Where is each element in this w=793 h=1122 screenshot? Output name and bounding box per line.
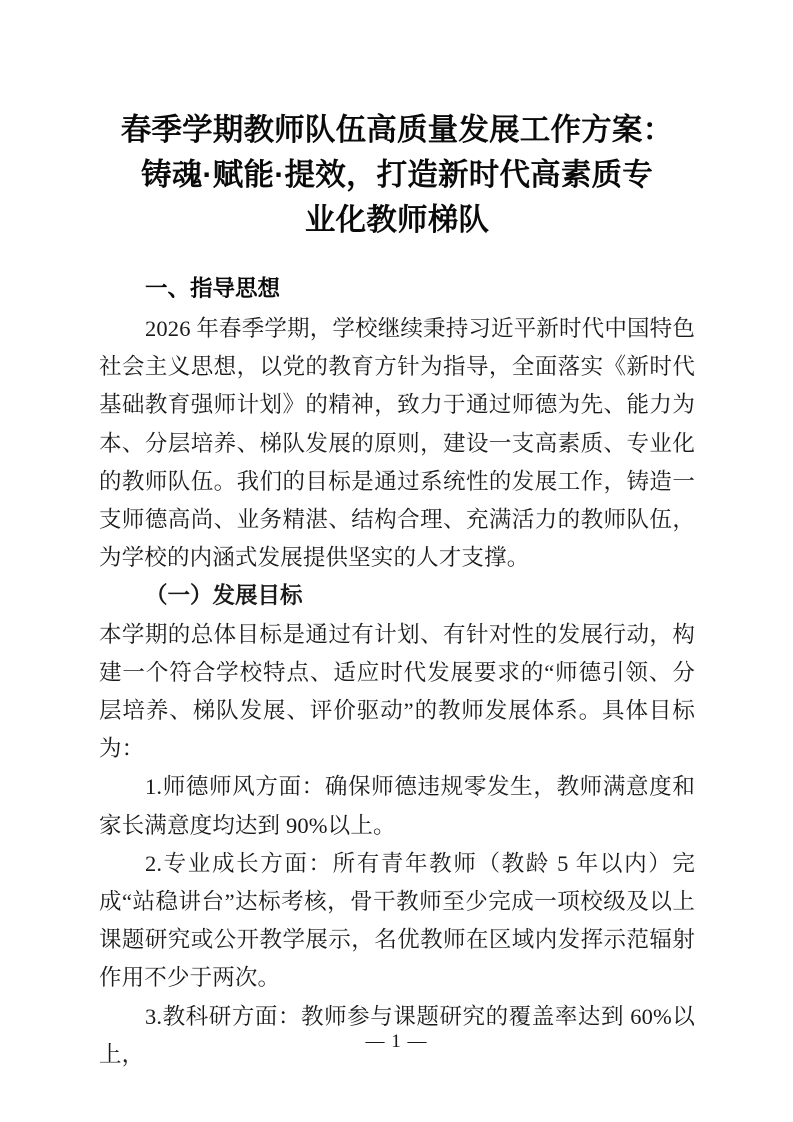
subsection-heading-1-1: （一）发展目标	[145, 583, 303, 609]
page-number-footer: — 1 —	[365, 1031, 428, 1052]
section-1-paragraph-1: 2026 年春季学期，学校继续秉持习近平新时代中国特色社会主义思想，以党的教育方针为指导，全面落实《新时代基础教育强师计划》的精神，致力于通过师德为先、能力为本、分层培养、梯队发展的原则，建设一支高素质、专业化的教师队伍。我们的目标是通过系统性的发展工作，铸造一支师德高尚、业务精湛、结构合理、充满活力的教师队伍，为学校的内涵式发展提供坚实的人才支撑。	[99, 316, 695, 571]
document-title-line-1: 春季学期教师队伍高质量发展工作方案：	[120, 113, 674, 147]
document-title	[99, 0, 695, 243]
document-title-line-3: 业化教师梯队	[304, 203, 490, 237]
subsection-1-1-intro: 本学期的总体目标是通过有计划、有针对性的发展行动，构建一个符合学校特点、适应时代发展要求的“师德引领、分层培养、梯队发展、评价驱动”的教师发展体系。具体目标为：	[99, 621, 695, 762]
goal-item-3: 3.教科研方面：教师参与课题研究的覆盖率达到 60%以上，	[99, 1003, 695, 1067]
goal-item-1: 1.师德师风方面：确保师德违规零发生，教师满意度和家长满意度均达到 90%以上。	[99, 774, 695, 838]
document-title-line-2: 铸魂·赋能·提效，打造新时代高素质专	[141, 158, 653, 192]
goal-item-2: 2.专业成长方面：所有青年教师（教龄 5 年以内）完成“站稳讲台”达标考核，骨干教师至少完成一项校级及以上课题研究或公开教学展示，名优教师在区域内发挥示范辐射作用不少于两次。	[99, 850, 695, 991]
section-heading-1: 一、指导思想	[145, 276, 281, 301]
page-content	[99, 0, 695, 1074]
